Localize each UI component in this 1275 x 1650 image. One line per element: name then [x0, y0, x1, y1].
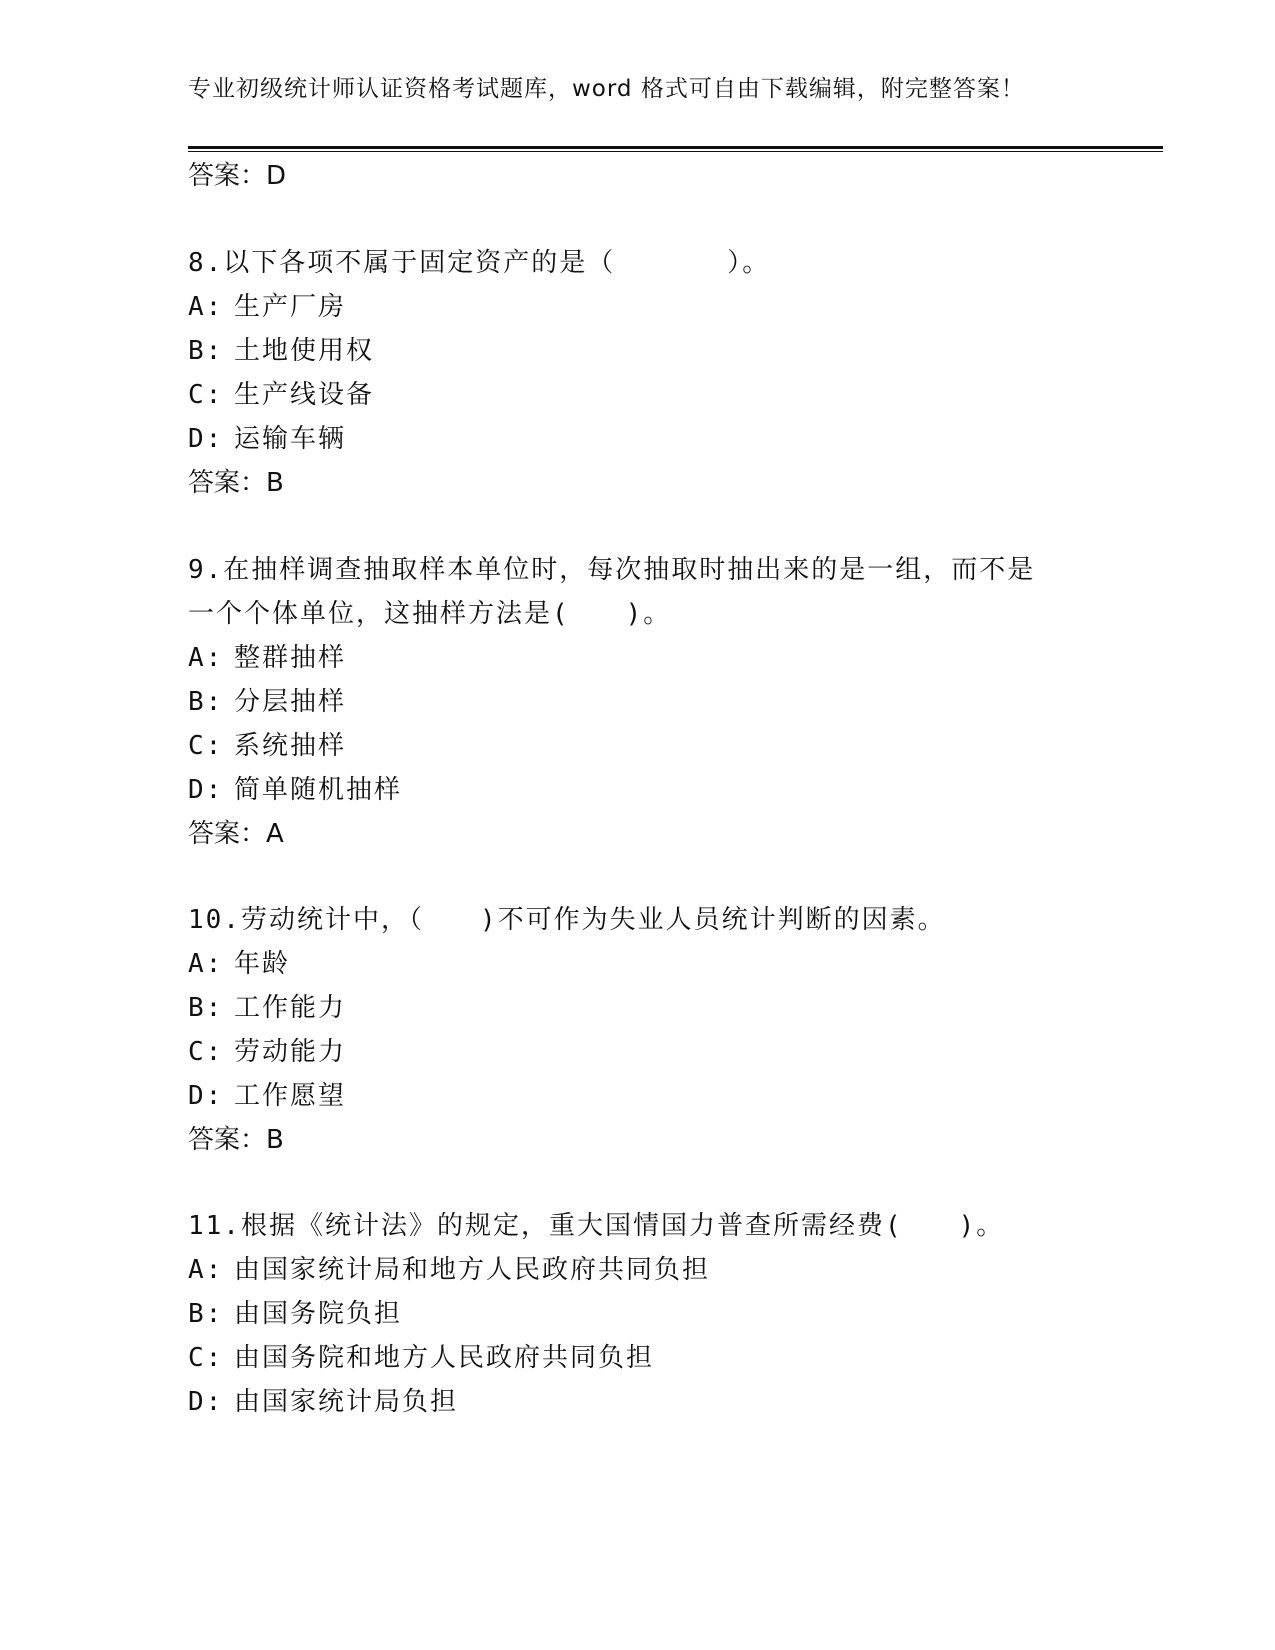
- option-text: 由国务院和地方人民政府共同负担: [234, 1343, 655, 1373]
- option-text: 由国家统计局和地方人民政府共同负担: [234, 1255, 711, 1285]
- option-text: 简单随机抽样: [234, 775, 403, 805]
- question-11-option-b: [188, 1296, 402, 1332]
- option-text: 运输车辆: [234, 424, 347, 454]
- option-key: D:: [188, 424, 224, 454]
- question-8-text: 8.以下各项不属于固定资产的是（ ）。: [188, 248, 771, 278]
- option-key: B:: [188, 687, 224, 717]
- option-key: B:: [188, 1299, 224, 1329]
- option-key: C:: [188, 1343, 224, 1373]
- question-11-text: 11.根据《统计法》的规定，重大国情国力普查所需经费( )。: [188, 1211, 1005, 1241]
- option-text: 劳动能力: [234, 1037, 347, 1067]
- question-10-answer: 答案：B: [188, 1125, 284, 1155]
- option-key: D:: [188, 1387, 224, 1417]
- question-10-option-a: [188, 946, 290, 982]
- option-text: 整群抽样: [234, 643, 347, 673]
- question-8-option-c: [188, 377, 374, 413]
- option-text: 生产厂房: [234, 292, 347, 322]
- question-9-text-line-1: 9.在抽样调查抽取样本单位时，每次抽取时抽出来的是一组，而不是: [188, 555, 1036, 585]
- answer-prev: 答案：D: [188, 161, 287, 191]
- option-text: 由国务院负担: [234, 1299, 403, 1329]
- option-text: 生产线设备: [234, 380, 375, 410]
- question-9-option-d: [188, 772, 402, 808]
- option-key: B:: [188, 336, 224, 366]
- page-header: 专业初级统计师认证资格考试题库，word 格式可自由下载编辑，附完整答案！: [188, 76, 1025, 102]
- option-text: 由国家统计局负担: [234, 1387, 459, 1417]
- option-key: D:: [188, 1081, 224, 1111]
- option-key: C:: [188, 731, 224, 761]
- option-key: D:: [188, 775, 224, 805]
- question-8-option-d: [188, 421, 346, 457]
- question-10-option-c: [188, 1034, 346, 1070]
- option-text: 分层抽样: [234, 687, 347, 717]
- question-11-option-d: [188, 1384, 458, 1420]
- question-10-option-b: [188, 990, 346, 1026]
- option-key: C:: [188, 1037, 224, 1067]
- question-10-text: 10.劳动统计中，（ )不可作为失业人员统计判断的因素。: [188, 905, 946, 935]
- question-8-answer: 答案：B: [188, 468, 284, 498]
- question-11-option-a: [188, 1252, 710, 1288]
- question-8-option-b: [188, 333, 374, 369]
- option-key: C:: [188, 380, 224, 410]
- question-10-option-d: [188, 1078, 346, 1114]
- option-text: 工作能力: [234, 993, 347, 1023]
- option-text: 工作愿望: [234, 1081, 347, 1111]
- question-11-option-c: [188, 1340, 654, 1376]
- header-rule-thick: [188, 146, 1163, 149]
- option-text: 年龄: [234, 949, 291, 979]
- question-9-option-b: [188, 684, 346, 720]
- option-key: A:: [188, 292, 224, 322]
- option-text: 系统抽样: [234, 731, 347, 761]
- option-key: A:: [188, 643, 224, 673]
- option-text: 土地使用权: [234, 336, 375, 366]
- question-8-option-a: [188, 289, 346, 325]
- question-9-text-line-2: 一个个体单位，这抽样方法是( )。: [188, 599, 672, 629]
- question-9-option-a: [188, 640, 346, 676]
- question-9-option-c: [188, 728, 346, 764]
- option-key: A:: [188, 1255, 224, 1285]
- question-9-answer: 答案：A: [188, 819, 284, 849]
- header-rule-thin: [188, 151, 1163, 152]
- option-key: A:: [188, 949, 224, 979]
- option-key: B:: [188, 993, 224, 1023]
